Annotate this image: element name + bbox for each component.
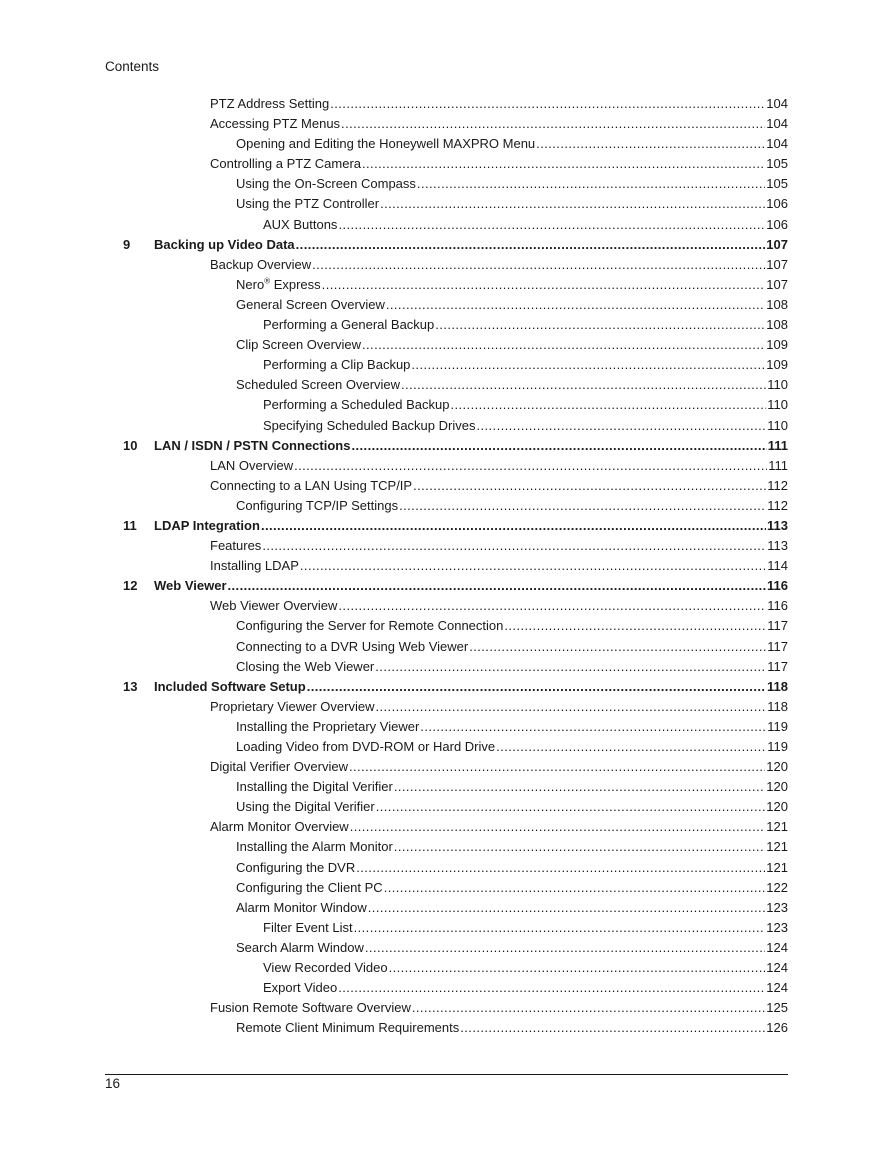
toc-entry-title xyxy=(263,215,337,235)
toc-entry-row[interactable] xyxy=(105,958,788,978)
toc-entry xyxy=(210,114,788,134)
dot-leader xyxy=(401,375,766,395)
toc-entry-row[interactable] xyxy=(105,616,788,636)
dot-leader xyxy=(375,697,766,717)
chapter-number: 12 xyxy=(123,578,138,594)
toc-entry-title-text: View Recorded Video xyxy=(263,960,388,976)
toc-entry-row[interactable] xyxy=(105,837,788,857)
toc-entry-row[interactable] xyxy=(105,1018,788,1038)
toc-page-number: 119 xyxy=(767,718,788,734)
toc-entry-title-text: Configuring the Client PC xyxy=(236,879,383,895)
toc-entry-title xyxy=(210,536,261,556)
toc-entry-row[interactable] xyxy=(105,797,788,817)
toc-entry-title-text: Specifying Scheduled Backup Drives xyxy=(263,417,476,433)
toc-entry xyxy=(210,536,788,556)
toc-entry-title xyxy=(210,817,349,837)
toc-entry-row[interactable] xyxy=(105,114,788,134)
toc-entry-row[interactable] xyxy=(105,717,788,737)
toc-entry xyxy=(236,858,788,878)
toc-entry-title-text: Web Viewer Overview xyxy=(210,598,338,614)
toc-entry-title-text: Controlling a PTZ Camera xyxy=(210,156,361,172)
toc-entry-title xyxy=(236,637,468,657)
toc-entry-title xyxy=(263,958,388,978)
toc-entry-title xyxy=(236,777,393,797)
toc-entry xyxy=(210,817,788,837)
toc-entry-title-text: Connecting to a LAN Using TCP/IP xyxy=(210,477,413,493)
toc-page-number: 109 xyxy=(766,337,788,353)
toc-entry-row[interactable] xyxy=(105,898,788,918)
toc-entry-title-text: Backup Overview xyxy=(210,256,312,272)
toc-entry-row[interactable] xyxy=(105,255,788,275)
toc-entry xyxy=(154,436,788,456)
toc-entry-title-text: Included Software Setup xyxy=(154,678,306,694)
toc-page-number: 110 xyxy=(767,377,788,393)
toc-entry-title-text: Closing the Web Viewer xyxy=(236,658,375,674)
toc-entry-title-text: Performing a Clip Backup xyxy=(263,357,411,373)
dot-leader xyxy=(375,657,766,677)
toc-entry-title-text: Web Viewer xyxy=(154,578,227,594)
toc-page-number: 120 xyxy=(766,759,788,775)
toc-entry-title-text: Nero xyxy=(236,276,265,292)
toc-entry xyxy=(236,737,788,757)
toc-page-number: 108 xyxy=(766,317,788,333)
toc-page-number: 118 xyxy=(767,678,788,694)
toc-entry xyxy=(210,476,788,496)
dot-leader xyxy=(536,134,765,154)
toc-entry-title xyxy=(210,476,412,496)
dot-leader xyxy=(330,94,765,114)
dot-leader xyxy=(460,1018,765,1038)
toc-entry xyxy=(236,637,788,657)
toc-entry-row[interactable] xyxy=(105,596,788,616)
toc-entry-title xyxy=(263,355,410,375)
toc-entry-row[interactable] xyxy=(105,878,788,898)
toc-entry-title xyxy=(236,858,355,878)
toc-chapter-row[interactable] xyxy=(105,235,788,255)
toc-entry-title xyxy=(236,938,364,958)
toc-entry-row[interactable] xyxy=(105,637,788,657)
toc-entry-title xyxy=(154,436,350,456)
toc-entry-title-text: Backing up Video Data xyxy=(154,236,295,252)
toc-entry-row[interactable] xyxy=(105,476,788,496)
dot-leader xyxy=(228,576,767,596)
dot-leader xyxy=(262,536,766,556)
dot-leader xyxy=(413,476,766,496)
dot-leader xyxy=(412,998,765,1018)
toc-entry xyxy=(263,978,788,998)
toc-entry xyxy=(263,215,788,235)
toc-entry xyxy=(210,998,788,1018)
toc-page-number: 110 xyxy=(767,397,788,413)
toc-entry xyxy=(210,94,788,114)
toc-page-number: 107 xyxy=(766,276,788,292)
toc-entry-row[interactable] xyxy=(105,194,788,214)
toc-entry xyxy=(210,596,788,616)
dot-leader xyxy=(350,817,766,837)
toc-entry-title-text: Proprietary Viewer Overview xyxy=(210,698,375,714)
toc-entry-title xyxy=(210,154,361,174)
dot-leader xyxy=(399,496,766,516)
dot-leader xyxy=(386,295,765,315)
toc-page-number: 109 xyxy=(766,357,788,373)
toc-entry-title-text: LAN / ISDN / PSTN Connections xyxy=(154,437,351,453)
toc-page-number: 104 xyxy=(766,96,788,111)
toc-page-number: 106 xyxy=(766,216,788,232)
dot-leader xyxy=(351,436,766,456)
toc-entry xyxy=(210,154,788,174)
toc-page-number: 124 xyxy=(766,939,788,955)
toc-entry-row[interactable] xyxy=(105,536,788,556)
toc-entry-row[interactable] xyxy=(105,737,788,757)
chapter-number: 9 xyxy=(123,236,131,252)
toc-entry-title xyxy=(210,998,411,1018)
toc-entry-title-text: Performing a Scheduled Backup xyxy=(263,397,450,413)
toc-entry xyxy=(263,395,788,415)
toc-entry-title-text: General Screen Overview xyxy=(236,296,385,312)
toc-entry xyxy=(210,697,788,717)
toc-entry xyxy=(263,355,788,375)
toc-entry-title xyxy=(154,677,306,697)
toc-entry-title xyxy=(236,657,374,677)
toc-entry-title xyxy=(154,576,227,596)
dot-leader xyxy=(450,395,766,415)
toc-entry xyxy=(236,295,788,315)
toc-entry-title-text: Performing a General Backup xyxy=(263,317,435,333)
toc-entry-title-text: AUX Buttons xyxy=(263,216,338,232)
dot-leader xyxy=(394,777,765,797)
dot-leader xyxy=(322,275,766,295)
dot-leader xyxy=(354,918,766,938)
toc-page-number: 107 xyxy=(766,236,788,252)
toc-entry xyxy=(236,938,788,958)
dot-leader xyxy=(469,637,766,657)
toc-page-number: 116 xyxy=(767,578,788,594)
toc-page-number: 117 xyxy=(767,638,788,654)
toc-entry-row[interactable] xyxy=(105,938,788,958)
toc-entry-title xyxy=(210,697,374,717)
toc-chapter-row[interactable] xyxy=(105,677,788,697)
toc-page-number: 107 xyxy=(766,256,788,272)
toc-entry-title xyxy=(210,757,348,777)
toc-entry xyxy=(210,757,788,777)
dot-leader xyxy=(362,335,765,355)
toc-entry-title-text: Digital Verifier Overview xyxy=(210,759,348,775)
toc-entry-title xyxy=(236,616,503,636)
dot-leader xyxy=(356,858,765,878)
dot-leader xyxy=(389,958,766,978)
toc-entry-row[interactable] xyxy=(105,395,788,415)
toc-entry-row[interactable] xyxy=(105,94,788,114)
toc-entry xyxy=(263,958,788,978)
toc-entry xyxy=(154,516,788,536)
footer-divider xyxy=(105,1074,788,1075)
toc-entry-row[interactable] xyxy=(105,295,788,315)
toc-entry xyxy=(263,416,788,436)
toc-entry-title-text: Fusion Remote Software Overview xyxy=(210,1000,411,1016)
toc-entry-title-text: Features xyxy=(210,538,262,554)
toc-entry xyxy=(236,496,788,516)
toc-entry xyxy=(236,134,788,154)
toc-entry xyxy=(236,837,788,857)
toc-entry-title-text: Configuring the DVR xyxy=(236,859,356,875)
toc-entry-row[interactable] xyxy=(105,456,788,476)
toc-page-number: 113 xyxy=(767,538,788,554)
toc-page-number: 121 xyxy=(766,859,788,875)
toc-page-number: 124 xyxy=(766,960,788,976)
toc-entry xyxy=(236,717,788,737)
toc-entry xyxy=(236,335,788,355)
toc-entry-title-text: Configuring TCP/IP Settings xyxy=(236,497,399,513)
toc-entry-row[interactable] xyxy=(105,697,788,717)
toc-entry-row[interactable] xyxy=(105,335,788,355)
toc-page-number: 123 xyxy=(766,899,788,915)
toc-entry-title-text: Remote Client Minimum Requirements xyxy=(236,1020,460,1036)
dot-leader xyxy=(504,616,766,636)
dot-leader xyxy=(394,837,766,857)
dot-leader xyxy=(411,355,765,375)
toc-entry-title xyxy=(263,395,449,415)
dot-leader xyxy=(341,114,765,134)
toc-entry-title xyxy=(236,174,416,194)
toc-entry xyxy=(236,616,788,636)
toc-entry-row[interactable] xyxy=(105,375,788,395)
toc-entry-row[interactable] xyxy=(105,215,788,235)
dot-leader xyxy=(420,717,766,737)
toc-entry-title xyxy=(210,596,337,616)
toc-page-number: 117 xyxy=(767,618,788,634)
toc-entry-row[interactable] xyxy=(105,496,788,516)
toc-entry-title xyxy=(236,717,419,737)
chapter-number: 10 xyxy=(123,437,138,453)
toc-entry-title-text: Connecting to a DVR Using Web Viewer xyxy=(236,638,469,654)
toc-page-number: 122 xyxy=(766,879,788,895)
dot-leader xyxy=(338,215,765,235)
toc-entry-title-text: Configuring the Server for Remote Connection xyxy=(236,618,504,634)
toc-entry-title-text: PTZ Address Setting xyxy=(210,96,330,111)
toc-page-number: 106 xyxy=(766,196,788,212)
toc-entry-row[interactable] xyxy=(105,817,788,837)
toc-entry-title xyxy=(236,898,367,918)
toc-entry xyxy=(210,255,788,275)
chapter-number: 13 xyxy=(123,678,138,694)
dot-leader xyxy=(261,516,766,536)
toc-entry-row[interactable] xyxy=(105,998,788,1018)
toc-entry-row[interactable] xyxy=(105,134,788,154)
toc-page-number: 118 xyxy=(767,698,788,714)
toc-page-number: 119 xyxy=(767,739,788,754)
toc-entry-title-text: Alarm Monitor Overview xyxy=(210,819,349,835)
toc-entry-title xyxy=(236,878,383,898)
toc-chapter-row[interactable] xyxy=(105,436,788,456)
toc-page-number: 105 xyxy=(766,156,788,172)
dot-leader xyxy=(380,194,765,214)
toc-entry xyxy=(154,576,788,596)
dot-leader xyxy=(307,677,766,697)
toc-entry-row[interactable] xyxy=(105,154,788,174)
toc-entry-title xyxy=(210,114,340,134)
dot-leader xyxy=(349,757,765,777)
toc-entry-title-text: Search Alarm Window xyxy=(236,939,364,955)
toc-entry-row[interactable] xyxy=(105,556,788,576)
toc-page-number: 108 xyxy=(766,296,788,312)
dot-leader xyxy=(365,938,765,958)
toc-entry-title-text: Using the On-Screen Compass xyxy=(236,176,416,192)
toc-entry-title-text: LAN Overview xyxy=(210,457,294,473)
toc-entry-title xyxy=(236,496,398,516)
toc-entry-row[interactable] xyxy=(105,918,788,938)
toc-chapter-row[interactable] xyxy=(105,576,788,596)
toc-entry-row[interactable] xyxy=(105,757,788,777)
toc-page-number: 112 xyxy=(767,497,788,513)
toc-entry xyxy=(154,677,788,697)
toc-entry-title xyxy=(236,194,379,214)
toc-entry-title xyxy=(236,134,535,154)
dot-leader xyxy=(417,174,765,194)
toc-page-number: 104 xyxy=(766,116,788,132)
toc-entry xyxy=(236,898,788,918)
toc-entry xyxy=(236,878,788,898)
dot-leader xyxy=(338,596,766,616)
toc-entry-title xyxy=(210,556,299,576)
toc-entry-title xyxy=(236,275,321,295)
toc-entry-title-text: Opening and Editing the Honeywell MAXPRO Menu xyxy=(236,136,536,152)
toc-entry-row[interactable] xyxy=(105,978,788,998)
toc-entry xyxy=(236,375,788,395)
toc-page-number: 120 xyxy=(766,799,788,815)
toc-entry xyxy=(236,777,788,797)
toc-entry-title xyxy=(236,335,361,355)
dot-leader xyxy=(300,556,766,576)
toc-page-number: 104 xyxy=(766,136,788,152)
toc-page-number: 111 xyxy=(768,457,788,473)
toc-entry-title-text: Alarm Monitor Window xyxy=(236,899,367,915)
toc-entry-row[interactable] xyxy=(105,657,788,677)
toc-entry-title xyxy=(263,315,434,335)
toc-entry-title-text: Filter Event List xyxy=(263,919,353,935)
toc-page-number: 124 xyxy=(766,980,788,996)
toc-entry-row[interactable] xyxy=(105,174,788,194)
dot-leader xyxy=(338,978,765,998)
toc-entry-title xyxy=(236,737,495,757)
toc-entry-title-text: Using the Digital Verifier xyxy=(236,799,375,815)
toc-entry-title xyxy=(236,1018,459,1038)
page-number: 16 xyxy=(105,1076,121,1091)
chapter-number: 11 xyxy=(123,517,137,533)
toc-entry xyxy=(263,315,788,335)
toc-entry-row[interactable] xyxy=(105,315,788,335)
toc-chapter-row[interactable] xyxy=(105,516,788,536)
dot-leader xyxy=(384,878,766,898)
toc-entry-title xyxy=(263,978,337,998)
toc-entry-row[interactable] xyxy=(105,355,788,375)
toc-entry-row[interactable] xyxy=(105,777,788,797)
toc-entry xyxy=(236,657,788,677)
toc-entry-title-text: Loading Video from DVD-ROM or Hard Drive xyxy=(236,739,496,754)
toc-entry-title-text: Using the PTZ Controller xyxy=(236,196,380,212)
toc-entry-title-text: Installing the Digital Verifier xyxy=(236,779,393,795)
toc-entry xyxy=(210,556,788,576)
toc-entry-title xyxy=(210,94,329,114)
toc-page-number: 125 xyxy=(766,1000,788,1016)
toc-entry-row[interactable] xyxy=(105,416,788,436)
toc-entry xyxy=(210,456,788,476)
toc-entry xyxy=(236,797,788,817)
toc-entry-title-text: Installing the Proprietary Viewer xyxy=(236,718,420,734)
toc-page-number: 111 xyxy=(767,437,788,453)
toc-entry-title xyxy=(236,797,375,817)
toc-page-number: 112 xyxy=(767,477,788,493)
toc-entry-title xyxy=(236,375,400,395)
toc-page-number: 120 xyxy=(766,779,788,795)
toc-entry-row[interactable] xyxy=(105,275,788,295)
dot-leader xyxy=(368,898,766,918)
dot-leader xyxy=(476,416,766,436)
toc-entry xyxy=(236,194,788,214)
toc-entry-title-text: Clip Screen Overview xyxy=(236,337,361,353)
dot-leader xyxy=(312,255,765,275)
toc-entry-title-text: LDAP Integration xyxy=(154,517,260,533)
toc-entry-title xyxy=(210,255,311,275)
toc-entry xyxy=(236,1018,788,1038)
dot-leader xyxy=(496,737,766,757)
toc-entry-title-text: Installing the Alarm Monitor xyxy=(236,839,393,855)
toc-entry xyxy=(236,174,788,194)
toc-entry-title xyxy=(263,918,353,938)
toc-entry-title xyxy=(154,235,295,255)
dot-leader xyxy=(296,235,766,255)
toc-entry-title-text: Scheduled Screen Overview xyxy=(236,377,401,393)
toc-page-number: 121 xyxy=(766,819,788,835)
toc-page-number: 114 xyxy=(767,558,788,574)
toc-page-number: 117 xyxy=(767,658,788,674)
toc-page-number: 110 xyxy=(767,417,788,433)
dot-leader xyxy=(294,456,767,476)
toc-entry-title xyxy=(263,416,475,436)
registered-mark: ® xyxy=(264,276,271,286)
toc-page-number: 113 xyxy=(767,517,788,533)
toc-entry-title-text: Installing LDAP xyxy=(210,558,299,574)
toc-entry-row[interactable] xyxy=(105,858,788,878)
table-of-contents xyxy=(105,94,788,1038)
toc-entry xyxy=(154,235,788,255)
toc-page-number: 105 xyxy=(766,176,788,192)
toc-entry-title xyxy=(236,295,385,315)
toc-entry-title xyxy=(236,837,393,857)
toc-entry-title xyxy=(210,456,293,476)
toc-entry-title xyxy=(154,516,260,536)
toc-page-number: 123 xyxy=(766,919,788,935)
toc-entry xyxy=(236,275,788,295)
toc-page-number: 126 xyxy=(766,1020,788,1036)
dot-leader xyxy=(376,797,766,817)
toc-page-number: 116 xyxy=(767,598,788,614)
toc-entry-title-text: Express xyxy=(270,276,321,292)
toc-entry-title-text: Export Video xyxy=(263,980,338,996)
toc-entry xyxy=(263,918,788,938)
toc-page-number: 121 xyxy=(766,839,788,855)
dot-leader xyxy=(362,154,765,174)
dot-leader xyxy=(435,315,765,335)
running-header: Contents xyxy=(105,59,160,74)
toc-entry-title-text: Accessing PTZ Menus xyxy=(210,116,341,132)
